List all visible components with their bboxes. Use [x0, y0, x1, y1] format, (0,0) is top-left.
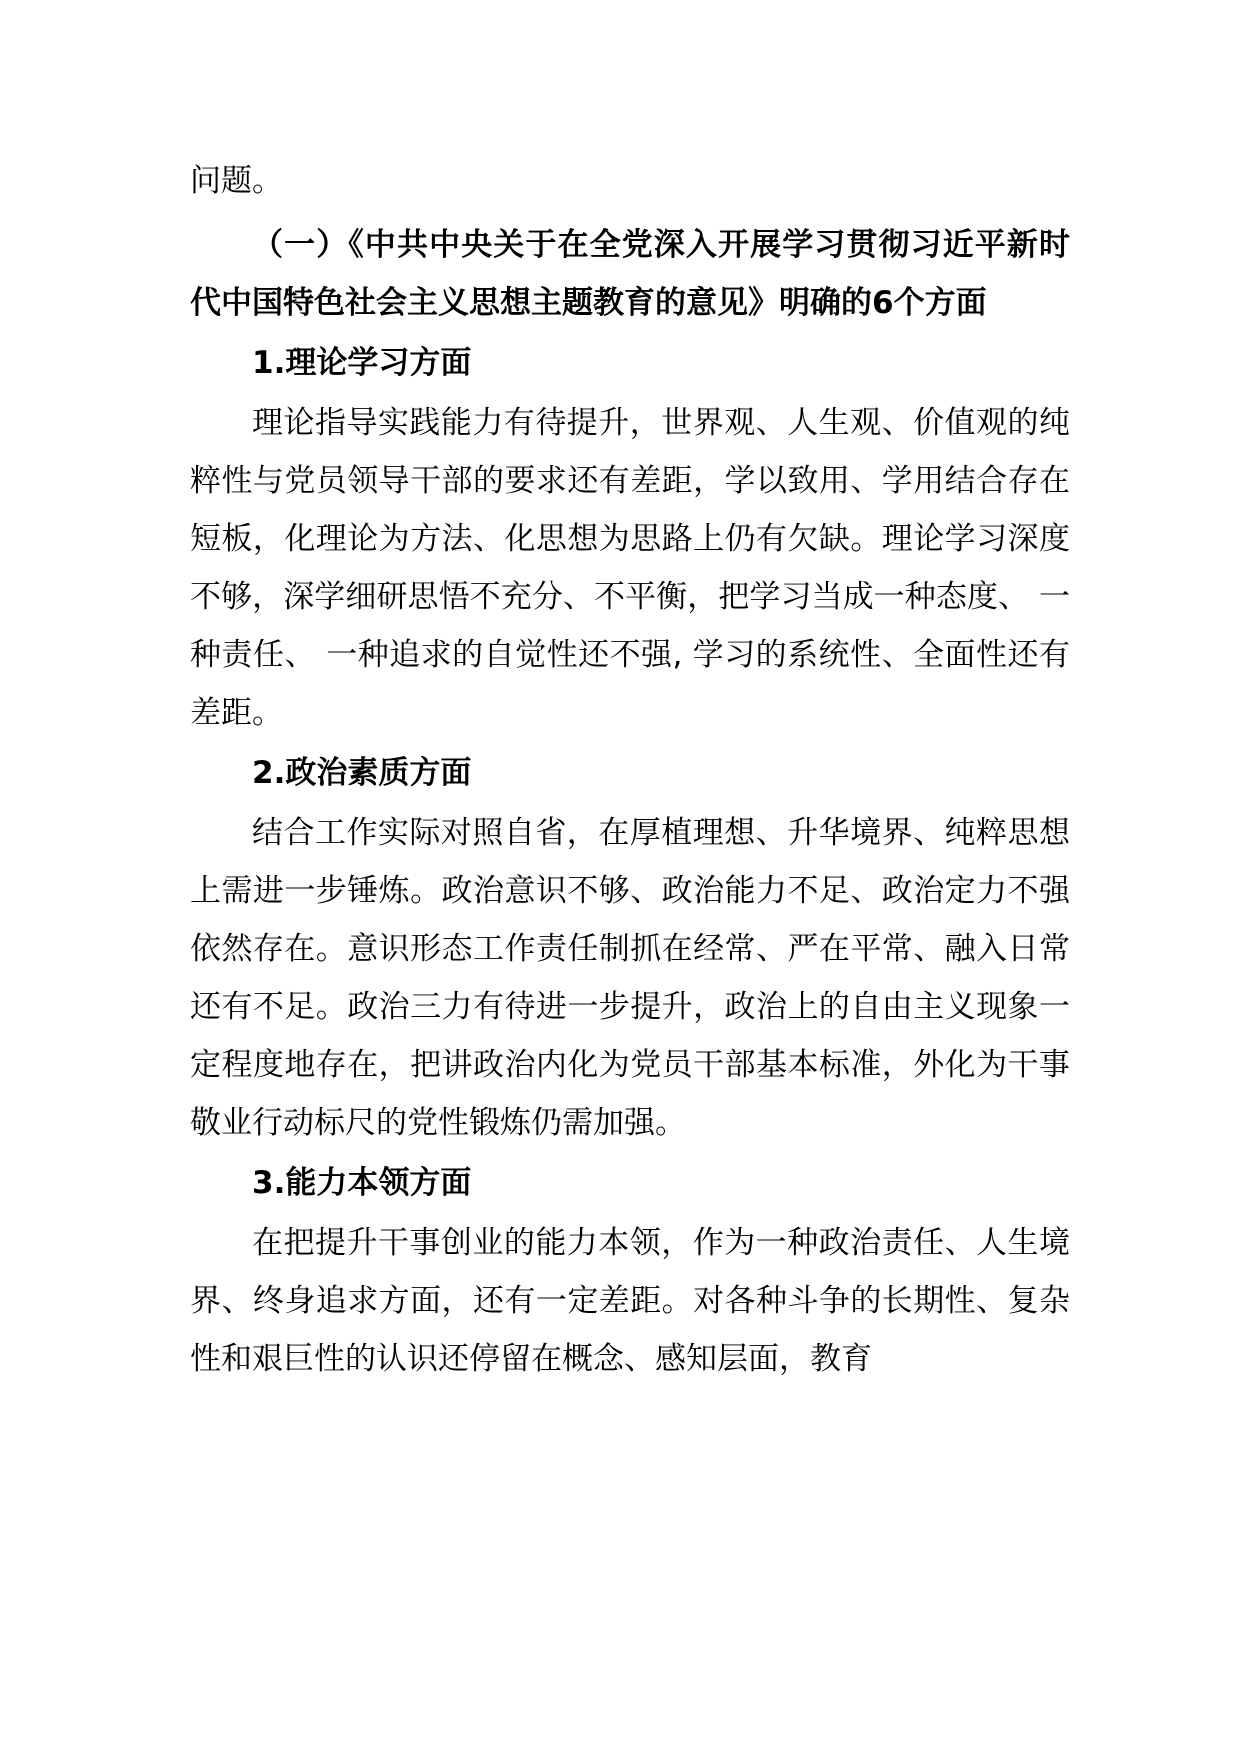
- intro-fragment: 问题。: [190, 163, 283, 199]
- part-heading: （一）《中共中央关于在全党深入开展学习贯彻习近平新时代中国特色社会主义思想主题教育的意见》明确的6个方面: [190, 227, 1070, 321]
- section-heading-theory: 1.理论学习方面: [252, 345, 472, 381]
- section-body-theory: 理论指导实践能力有待提升，世界观、人生观、价值观的纯粹性与党员领导干部的要求还有差距，学以致用、学用结合存在短板，化理论为方法、化思想为思路上仍有欠缺。理论学习深度不够，深学细研思悟不充分、不平衡，把学习当成一种态度、 一种责任、 一种追求的自觉性还不强, 学习的系统性、全面性还有差距。: [190, 405, 1070, 731]
- document-body: [190, 152, 1070, 1388]
- section-heading-ability: 3.能力本领方面: [252, 1165, 472, 1201]
- section-body-ability: 在把提升干事创业的能力本领，作为一种政治责任、人生境界、终身追求方面，还有一定差距。对各种斗争的长期性、复杂性和艰巨性的认识还停留在概念、感知层面，教育: [190, 1225, 1070, 1377]
- section-heading-politics: 2.政治素质方面: [252, 755, 472, 791]
- section-body-politics: 结合工作实际对照自省，在厚植理想、升华境界、纯粹思想上需进一步锤炼。政治意识不够、政治能力不足、政治定力不强依然存在。意识形态工作责任制抓在经常、严在平常、融入日常还有不足。政治三力有待进一步提升，政治上的自由主义现象一定程度地存在，把讲政治内化为党员干部基本标准，外化为干事敬业行动标尺的党性锻炼仍需加强。: [190, 815, 1070, 1141]
